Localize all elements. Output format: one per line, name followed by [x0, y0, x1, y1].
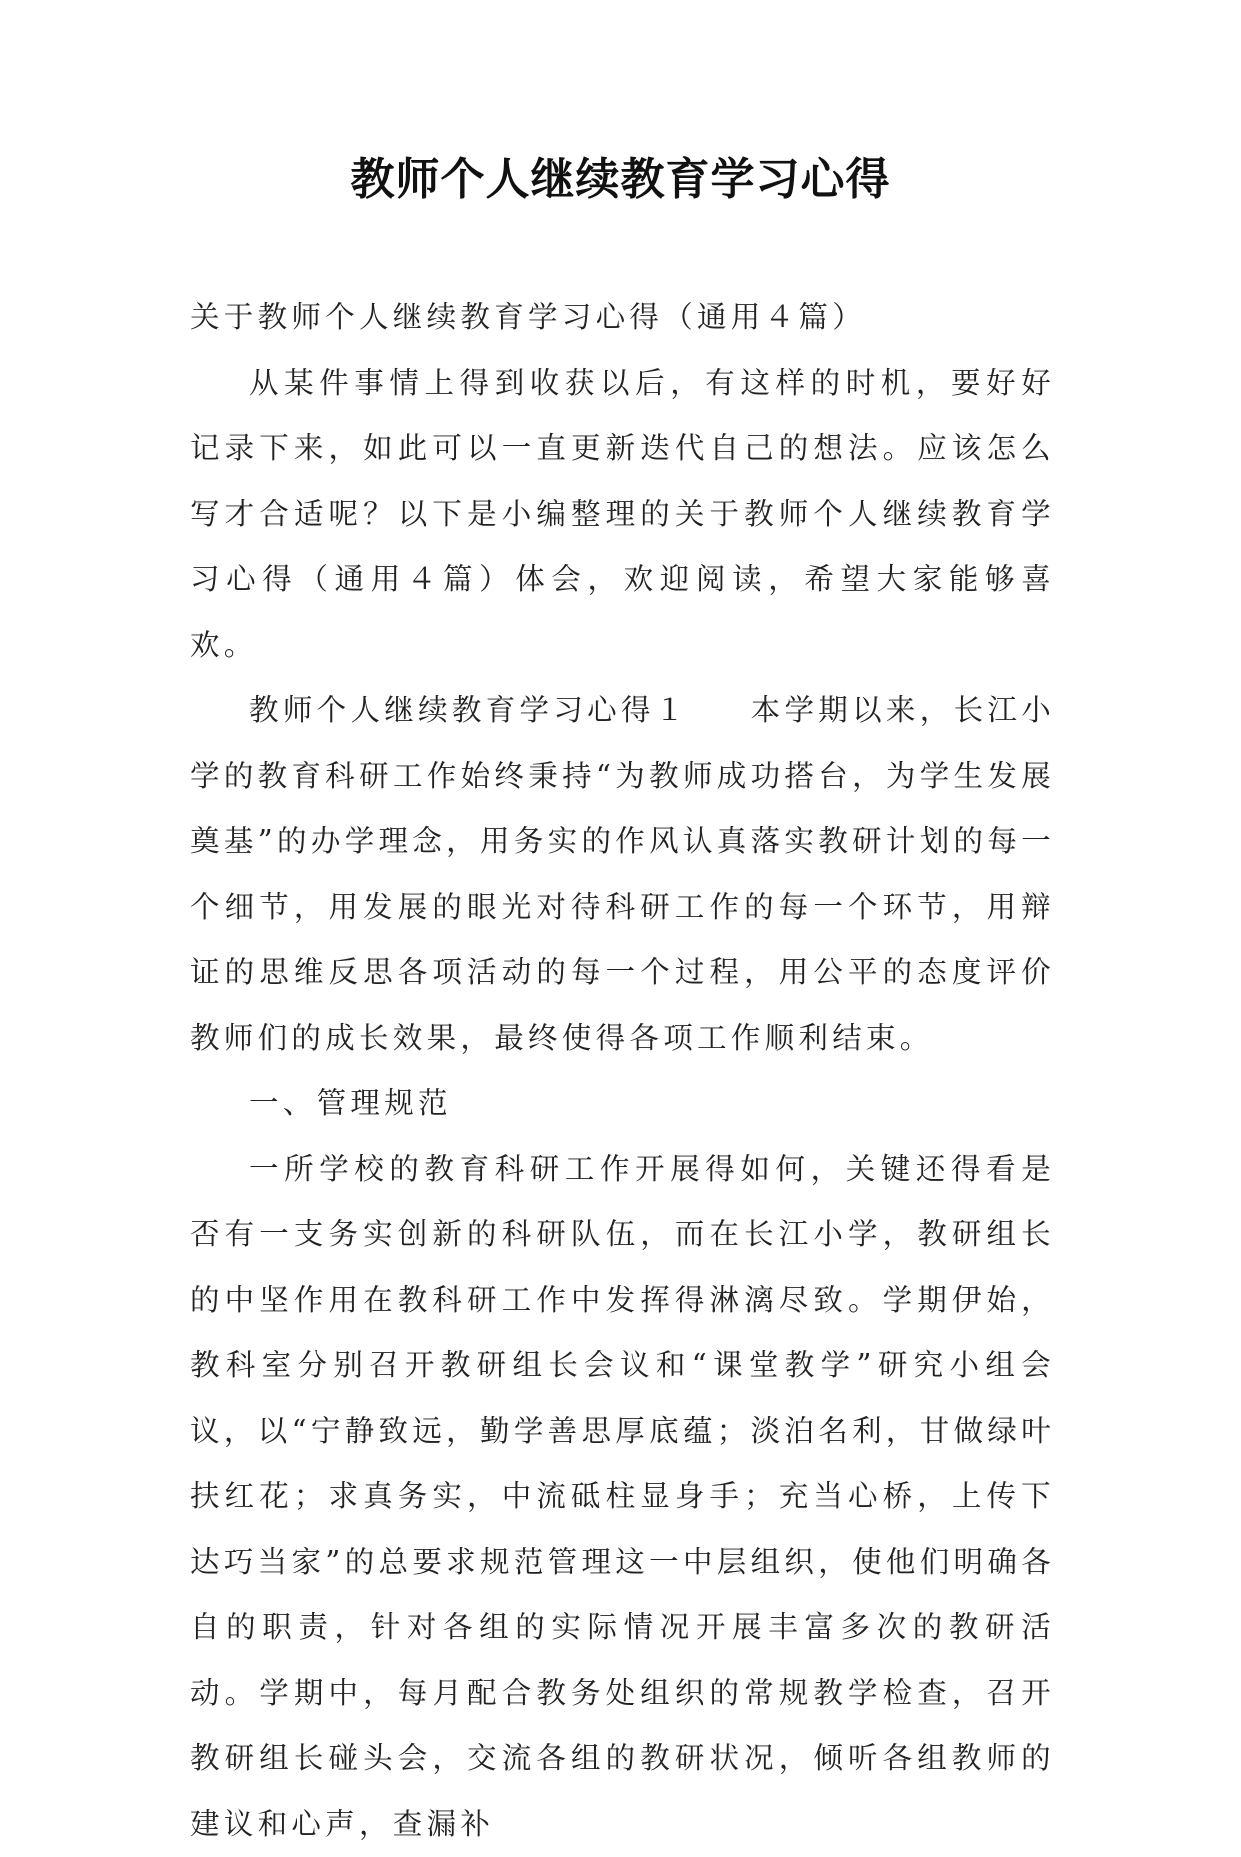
intro-paragraph: 从某件事情上得到收获以后，有这样的时机，要好好记录下来，如此可以一直更新迭代自己的想法。应该怎么写才合适呢？以下是小编整理的关于教师个人继续教育学习心得（通用４篇）体会，欢迎阅读，希望大家能够喜欢。 [190, 351, 1055, 679]
document-body [190, 285, 1055, 1857]
document-title: 教师个人继续教育学习心得 [0, 150, 1241, 210]
section-1-heading: 一、管理规范 [190, 1071, 1055, 1137]
essay-1-text: 本学期以来，长江小学的教育科研工作始终秉持“为教师成功搭台，为学生发展奠基”的办学理念，用务实的作风认真落实教研计划的每一个细节，用发展的眼光对待科研工作的每一个环节，用辩证的思维反思各项活动的每一个过程，用公平的态度评价教师们的成长效果，最终使得各项工作顺利结束。 [190, 693, 1055, 1055]
section-1-paragraph: 一所学校的教育科研工作开展得如何，关键还得看是否有一支务实创新的科研队伍，而在长江小学，教研组长的中坚作用在教科研工作中发挥得淋漓尽致。学期伊始，教科室分别召开教研组长会议和“课堂教学”研究小组会议，以“宁静致远，勤学善思厚底蕴；淡泊名利，甘做绿叶扶红花；求真务实，中流砥柱显身手；充当心桥，上传下达巧当家”的总要求规范管理这一中层组织，使他们明确各自的职责，针对各组的实际情况开展丰富多次的教研活动。学期中，每月配合教务处组织的常规教学检查，召开教研组长碰头会，交流各组的教研状况，倾听各组教师的建议和心声，查漏补 [190, 1137, 1055, 1857]
essay-1-heading: 教师个人继续教育学习心得１ [249, 693, 689, 727]
essay-1-paragraph [190, 678, 1055, 1071]
document-subtitle: 关于教师个人继续教育学习心得（通用４篇） [190, 285, 1055, 351]
